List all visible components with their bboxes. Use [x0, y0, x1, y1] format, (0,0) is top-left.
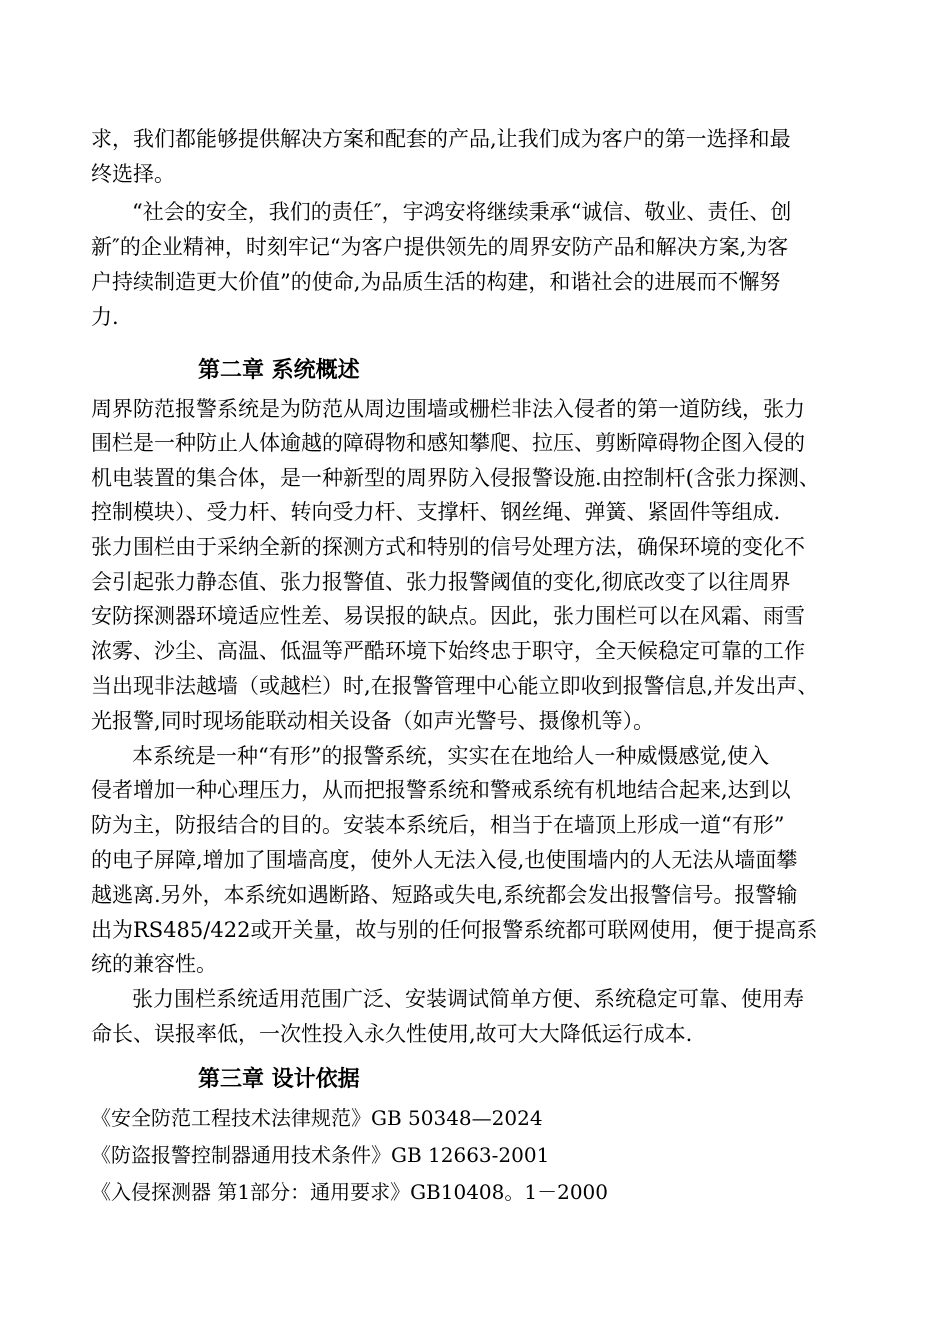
ch2-line-4: 控制模块）、受力杆、转向受力杆、支撑杆、钢丝绳、弹簧、紧固件等组成.	[91, 500, 781, 524]
chapter3-heading: 第三章 设计依据	[198, 1066, 360, 1092]
intro-line-3: “社会的安全，我们的责任″，宇鸿安将继续秉承“诚信、敬业、责任、创	[132, 200, 792, 224]
intro-line-2: 终选择。	[91, 162, 175, 186]
intro-line-6: 力.	[91, 305, 119, 329]
ch2-line-9: 当出现非法越墙（或越栏）时,在报警管理中心能立即收到报警信息,并发出声、	[91, 674, 819, 698]
reference-item-1: 《安全防范工程技术法律规范》GB 50348—2024	[91, 1106, 543, 1130]
ch2-line-11: 本系统是一种“有形”的报警系统，实实在在地给人一种威慑感觉,使入	[132, 744, 770, 768]
intro-line-1: 求，我们都能够提供解决方案和配套的产品,让我们成为客户的第一选择和最	[91, 127, 791, 151]
ch2-line-12: 侵者增加一种心理压力，从而把报警系统和警戒系统有机地结合起来,达到以	[91, 778, 791, 802]
ch2-line-10: 光报警,同时现场能联动相关设备（如声光警号、摄像机等）。	[91, 709, 655, 733]
ch2-line-5: 张力围栏由于采纳全新的探测方式和特别的信号处理方法，确保环境的变化不	[91, 535, 805, 559]
chapter2-heading: 第二章 系统概述	[198, 357, 360, 383]
ch2-line-17: 统的兼容性。	[91, 952, 217, 976]
ch2-line-18: 张力围栏系统适用范围广泛、安装调试简单方便、系统稳定可靠、使用寿	[132, 987, 804, 1011]
ch2-line-2: 围栏是一种防止人体逾越的障碍物和感知攀爬、拉压、剪断障碍物企图入侵的	[91, 431, 805, 455]
ch2-line-7: 安防探测器环境适应性差、易误报的缺点。因此，张力围栏可以在风霜、雨雪	[91, 604, 805, 628]
intro-line-4: 新″的企业精神，时刻牢记“为客户提供领先的周界安防产品和解决方案,为客	[91, 235, 789, 259]
ch2-line-15: 越逃离.另外，本系统如遇断路、短路或失电,系统都会发出报警信号。报警输	[91, 883, 798, 907]
reference-item-3: 《入侵探测器 第1部分：通用要求》GB10408。1－2000	[91, 1180, 609, 1204]
reference-item-2: 《防盗报警控制器通用技术条件》GB 12663-2001	[91, 1143, 550, 1167]
ch2-line-3: 机电装置的集合体，是一种新型的周界防入侵报警设施.由控制杆(含张力探测、	[91, 466, 820, 490]
ch2-line-1: 周界防范报警系统是为防范从周边围墙或栅栏非法入侵者的第一道防线，张力	[91, 397, 805, 421]
ch2-line-6: 会引起张力静态值、张力报警值、张力报警阈值的变化,彻底改变了以往周界	[91, 570, 791, 594]
ch2-line-8: 浓雾、沙尘、高温、低温等严酷环境下始终忠于职守，全天候稳定可靠的工作	[91, 639, 805, 663]
ch2-line-14: 的电子屏障,增加了围墙高度，使外人无法入侵,也使围墙内的人无法从墙面攀	[91, 848, 798, 872]
ch2-line-19: 命长、误报率低，一次性投入永久性使用,故可大大降低运行成本.	[91, 1022, 693, 1046]
ch2-line-13: 防为主，防报结合的目的。安装本系统后，相当于在墙顶上形成一道“有形”	[91, 813, 785, 837]
ch2-line-16: 出为RS485/422或开关量，故与别的任何报警系统都可联网使用，便于提高系	[91, 918, 818, 942]
intro-line-5: 户持续制造更大价值”的使命,为品质生活的构建，和谐社会的进展而不懈努	[91, 270, 781, 294]
